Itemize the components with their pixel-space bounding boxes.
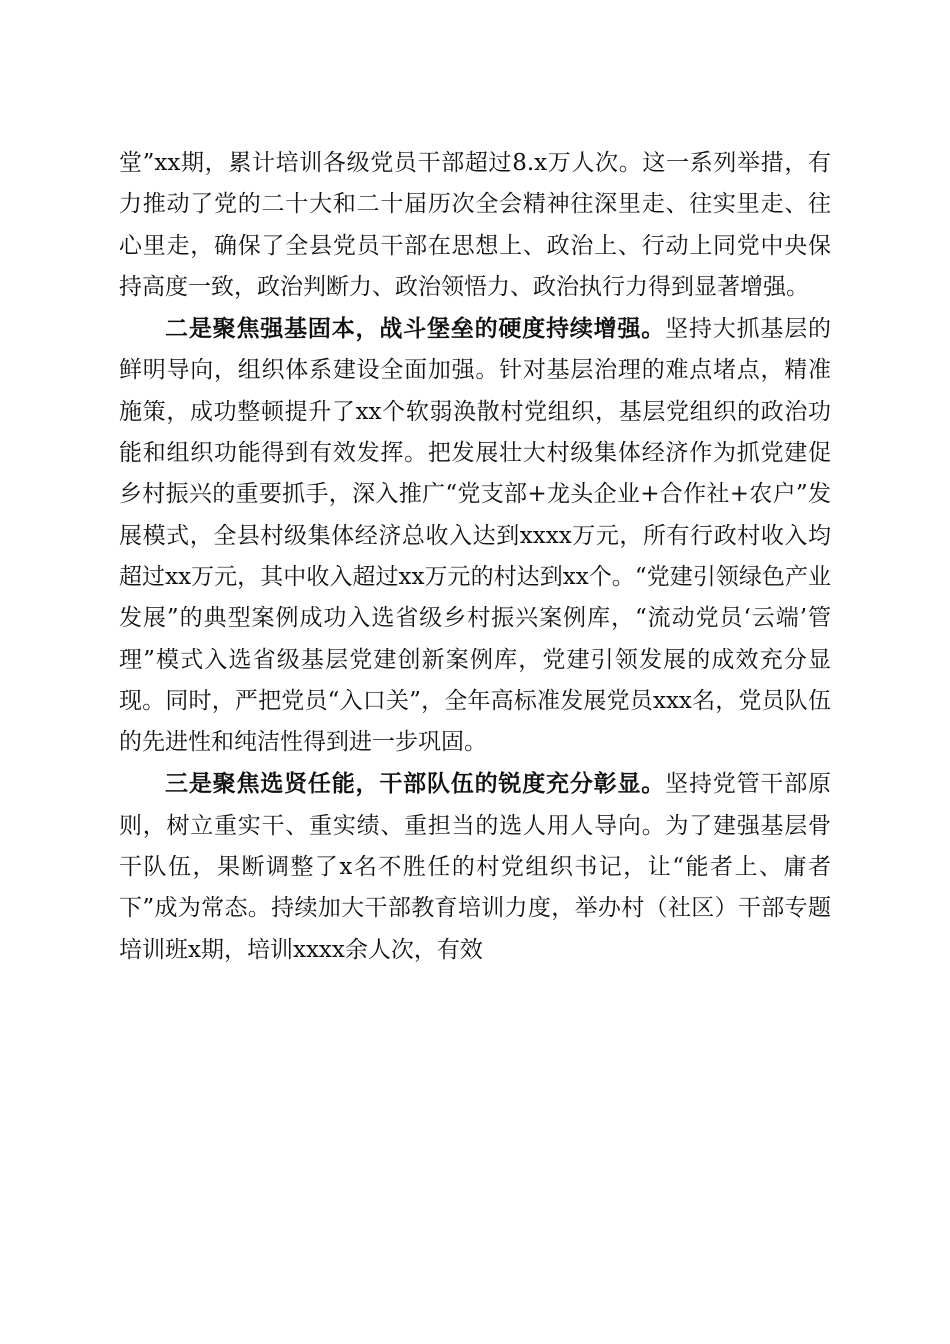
document-body — [119, 142, 831, 971]
paragraph-strengthen-foundation — [119, 308, 831, 763]
paragraph-select-talent — [119, 763, 831, 970]
paragraph-3-text: 坚持党管干部原则，树立重实干、重实绩、重担当的选人用人导向。为了建强基层骨干队伍，果断调整了x名不胜任的村党组织书记，让“能者上、庸者下”成为常态。持续加大干部教育培训力度，举办村（社区）干部专题培训班x期，培训xxxx余人次，有效 — [119, 771, 832, 963]
paragraph-continued — [119, 142, 831, 308]
paragraph-2-lead: 二是聚焦强基固本，战斗堡垒的硬度持续增强。 — [165, 315, 666, 343]
paragraph-3-lead: 三是聚焦选贤任能，干部队伍的锐度充分彰显。 — [165, 770, 666, 798]
paragraph-1-text: 堂”xx期，累计培训各级党员干部超过8.x万人次。这一系列举措，有力推动了党的二十大和二十届历次全会精神往深里走、往实里走、往心里走，确保了全县党员干部在思想上、政治上、行动上同党中央保持高度一致，政治判断力、政治领悟力、政治执行力得到显著增强。 — [119, 150, 831, 300]
paragraph-2-text: 坚持大抓基层的鲜明导向，组织体系建设全面加强。针对基层治理的难点堵点，精准施策，成功整顿提升了xx个软弱涣散村党组织，基层党组织的政治功能和组织功能得到有效发挥。把发展壮大村级集体经济作为抓党建促乡村振兴的重要抓手，深入推广“党支部+龙头企业+合作社+农户”发展模式，全县村级集体经济总收入达到xxxx万元，所有行政村收入均超过xx万元，其中收入超过xx万元的村达到xx个。“党建引领绿色产业发展”的典型案例成功入选省级乡村振兴案例库，“流动党员‘云端’管理”模式入选省级基层党建创新案例库，党建引领发展的成效充分显现。同时，严把党员“入口关”，全年高标准发展党员xxx名，党员队伍的先进性和纯洁性得到进一步巩固。 — [119, 316, 832, 756]
